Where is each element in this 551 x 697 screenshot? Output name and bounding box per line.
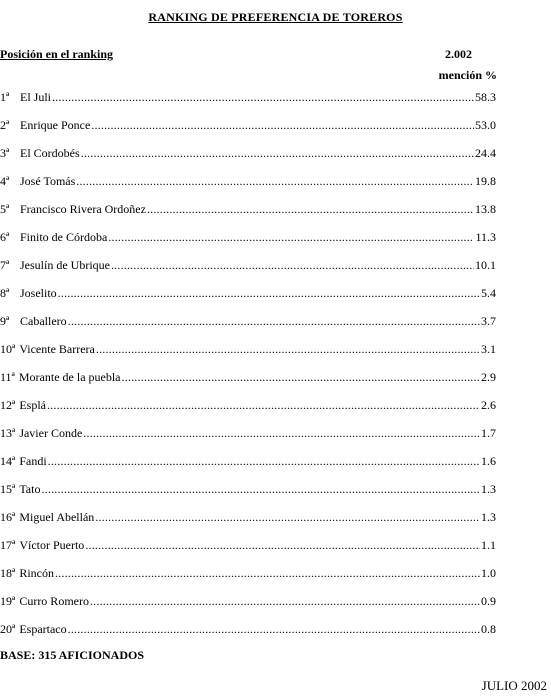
- torero-name: Joselito: [20, 286, 57, 300]
- list-item: [0, 620, 496, 648]
- mention-percentage: 53.0: [475, 118, 496, 132]
- mention-percentage: 0.9: [481, 594, 496, 608]
- list-item: [0, 256, 496, 284]
- list-item: [0, 564, 496, 592]
- dot-leader: [68, 620, 480, 638]
- mention-percentage: 2.6: [481, 398, 496, 412]
- mention-percentage: 1.3: [481, 510, 496, 524]
- list-item: [0, 452, 496, 480]
- mention-percentage: 3.1: [481, 342, 496, 356]
- torero-name: El Cordobés: [20, 146, 80, 160]
- dot-leader: [111, 256, 474, 274]
- list-item: [0, 536, 496, 564]
- ranking-position: 13ª: [0, 426, 16, 440]
- torero-name: Morante de la puebla: [18, 370, 121, 384]
- mention-percentage: 10.1: [475, 258, 496, 272]
- ranking-position: 7ª: [0, 258, 10, 272]
- list-item: [0, 88, 496, 116]
- list-item: [0, 144, 496, 172]
- torero-name: Fandi: [19, 454, 47, 468]
- ranking-position: 9ª: [0, 314, 10, 328]
- torero-name: Curro Romero: [19, 594, 89, 608]
- list-item: [0, 200, 496, 228]
- dot-leader: [81, 144, 474, 162]
- torero-name: Víctor Puerto: [19, 538, 85, 552]
- list-item: [0, 396, 496, 424]
- mention-percentage: 1.0: [481, 566, 496, 580]
- ranking-position: 18ª: [0, 566, 16, 580]
- dot-leader: [108, 228, 474, 246]
- list-item: [0, 592, 496, 620]
- list-item: [0, 312, 496, 340]
- ranking-position: 10ª: [0, 342, 16, 356]
- mention-percentage: 2.9: [481, 370, 496, 384]
- torero-name: Tato: [19, 482, 41, 496]
- position-column-header: Posición en el ranking: [0, 47, 114, 61]
- torero-name: Caballero: [20, 314, 67, 328]
- torero-name: Vicente Barrera: [19, 342, 95, 356]
- dot-leader: [91, 116, 474, 134]
- ranking-position: 14ª: [0, 454, 16, 468]
- torero-name: Francisco Rivera Ordoñez: [20, 202, 146, 216]
- dot-leader: [83, 424, 480, 442]
- ranking-position: 12ª: [0, 398, 16, 412]
- torero-name: José Tomás: [20, 174, 76, 188]
- list-item: [0, 172, 496, 200]
- mention-percentage: 24.4: [475, 146, 496, 160]
- list-item: [0, 424, 496, 452]
- torero-name: Javier Conde: [19, 426, 83, 440]
- ranking-position: 19ª: [0, 594, 16, 608]
- ranking-position: 5ª: [0, 202, 10, 216]
- dot-leader: [96, 340, 480, 358]
- mention-percentage: 5.4: [481, 286, 496, 300]
- dot-leader: [122, 368, 481, 386]
- torero-name: Esplá: [19, 398, 46, 412]
- ranking-position: 3ª: [0, 146, 10, 160]
- mention-percentage: 11.3: [475, 230, 496, 244]
- dot-leader: [48, 452, 480, 470]
- ranking-position: 2ª: [0, 118, 10, 132]
- torero-name: Jesulín de Ubrique: [20, 258, 110, 272]
- ranking-list: [0, 88, 496, 648]
- ranking-position: 4ª: [0, 174, 10, 188]
- dot-leader: [58, 284, 480, 302]
- report-date: JULIO 2002: [481, 678, 547, 693]
- dot-leader: [41, 480, 480, 498]
- torero-name: Miguel Abellán: [19, 510, 95, 524]
- dot-leader: [76, 172, 474, 190]
- ranking-position: 6ª: [0, 230, 10, 244]
- ranking-position: 17ª: [0, 538, 16, 552]
- page-title: RANKING DE PREFERENCIA DE TOREROS: [148, 10, 403, 24]
- mention-column-header: mención %: [438, 68, 497, 82]
- mention-percentage: 19.8: [475, 174, 496, 188]
- torero-name: Rincón: [19, 566, 54, 580]
- mention-percentage: 3.7: [481, 314, 496, 328]
- mention-percentage: 1.7: [481, 426, 496, 440]
- dot-leader: [68, 312, 480, 330]
- ranking-position: 16ª: [0, 510, 16, 524]
- list-item: [0, 508, 496, 536]
- ranking-position: 11ª: [0, 370, 15, 384]
- dot-leader: [147, 200, 474, 218]
- list-item: [0, 480, 496, 508]
- base-note: BASE: 315 AFICIONADOS: [0, 648, 145, 662]
- torero-name: Espartaco: [19, 622, 67, 636]
- torero-name: Finito de Córdoba: [20, 230, 108, 244]
- torero-name: Enrique Ponce: [20, 118, 91, 132]
- mention-percentage: 13.8: [475, 202, 496, 216]
- ranking-position: 1ª: [0, 90, 10, 104]
- dot-leader: [52, 88, 474, 106]
- list-item: [0, 228, 496, 256]
- dot-leader: [47, 396, 480, 414]
- dot-leader: [55, 564, 480, 582]
- dot-leader: [85, 536, 480, 554]
- list-item: [0, 116, 496, 144]
- ranking-position: 20ª: [0, 622, 16, 636]
- mention-percentage: 1.1: [481, 538, 496, 552]
- ranking-position: 15ª: [0, 482, 16, 496]
- mention-percentage: 1.3: [481, 482, 496, 496]
- mention-percentage: 0.8: [481, 622, 496, 636]
- ranking-position: 8ª: [0, 286, 10, 300]
- mention-percentage: 58.3: [475, 90, 496, 104]
- dot-leader: [90, 592, 480, 610]
- list-item: [0, 368, 496, 396]
- year-column-header: 2.002: [445, 47, 472, 61]
- list-item: [0, 284, 496, 312]
- torero-name: El Juli: [20, 90, 52, 104]
- dot-leader: [95, 508, 480, 526]
- mention-percentage: 1.6: [481, 454, 496, 468]
- list-item: [0, 340, 496, 368]
